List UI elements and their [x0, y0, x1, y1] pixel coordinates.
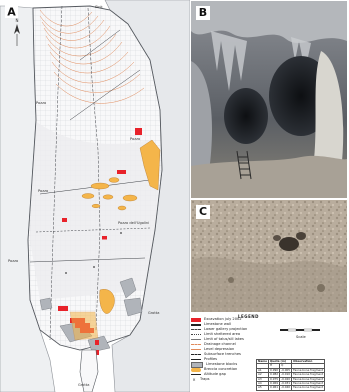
label-pozzo-ugolini: Pozzo dell'Ugolini [118, 221, 150, 225]
label-grotta-1: Grotta [148, 311, 160, 315]
excavation-breccia-block [70, 312, 98, 340]
panel-label-c: C [196, 205, 210, 219]
legend-item: Limit sheltered area [191, 332, 240, 337]
legend-item: Excavation july 2002 [191, 317, 242, 322]
legend-item: Lower gallery projection [191, 327, 247, 332]
legend-item: Profiles [191, 357, 217, 362]
table-header: Quota (m) [269, 360, 292, 364]
label-grotta-2: Grotta [78, 383, 90, 387]
legend-table [256, 359, 325, 391]
panel-label-a: A [7, 5, 16, 19]
label-pozzo-1: Pozzo [36, 101, 47, 105]
label-pozzo-2: Pozzo [38, 189, 49, 193]
legend-item: Altitude gap [191, 372, 226, 377]
label-sink: Sink [95, 5, 103, 9]
panel-label-b: B [196, 6, 210, 20]
table-row: A2 0.982 -0.010 Fauna bone fragment [258, 372, 324, 377]
legend-item: Limit of talus/sill lakes [191, 337, 244, 342]
table-header: Observation [292, 360, 325, 364]
north-label: N [15, 18, 19, 23]
table-row: A5 0.961 -0.040 Fauna bone fragment [258, 385, 324, 390]
photo-c [191, 200, 347, 312]
photo-b [191, 1, 347, 198]
excavation-photo [191, 200, 347, 312]
table-row: A4 0.969 -0.031 Fauna bone fragment [258, 381, 324, 386]
legend-item: Subsurface trenches [191, 352, 241, 357]
legend-item: × Traps [192, 376, 210, 382]
legend-item: Level depression [191, 347, 234, 352]
sheltered-area [30, 120, 160, 300]
label-pozzo-3: Pozzo [130, 137, 141, 141]
table-subheader: H [269, 364, 280, 368]
cave-entrance-photo [191, 1, 347, 198]
legend-item: Breccia concretion [191, 367, 237, 372]
legend-title: LEGEND [238, 314, 259, 319]
table-header: Name [258, 359, 268, 363]
legend-item: Drainage channel [191, 342, 236, 347]
table-row: A3 0.975 -0.020 Fauna bone fragment [258, 376, 324, 381]
map-legend [190, 313, 348, 391]
table-subheader: Q [280, 364, 292, 368]
scale-label: Scale [296, 335, 306, 339]
legend-item: Limestone blocks [191, 362, 237, 367]
table-row: A1 0.990 -0.005 Fauna bone fragment [258, 367, 324, 372]
legend-item: Limestone wall [191, 322, 231, 327]
label-pozzo-left: Pozzo [8, 259, 19, 263]
